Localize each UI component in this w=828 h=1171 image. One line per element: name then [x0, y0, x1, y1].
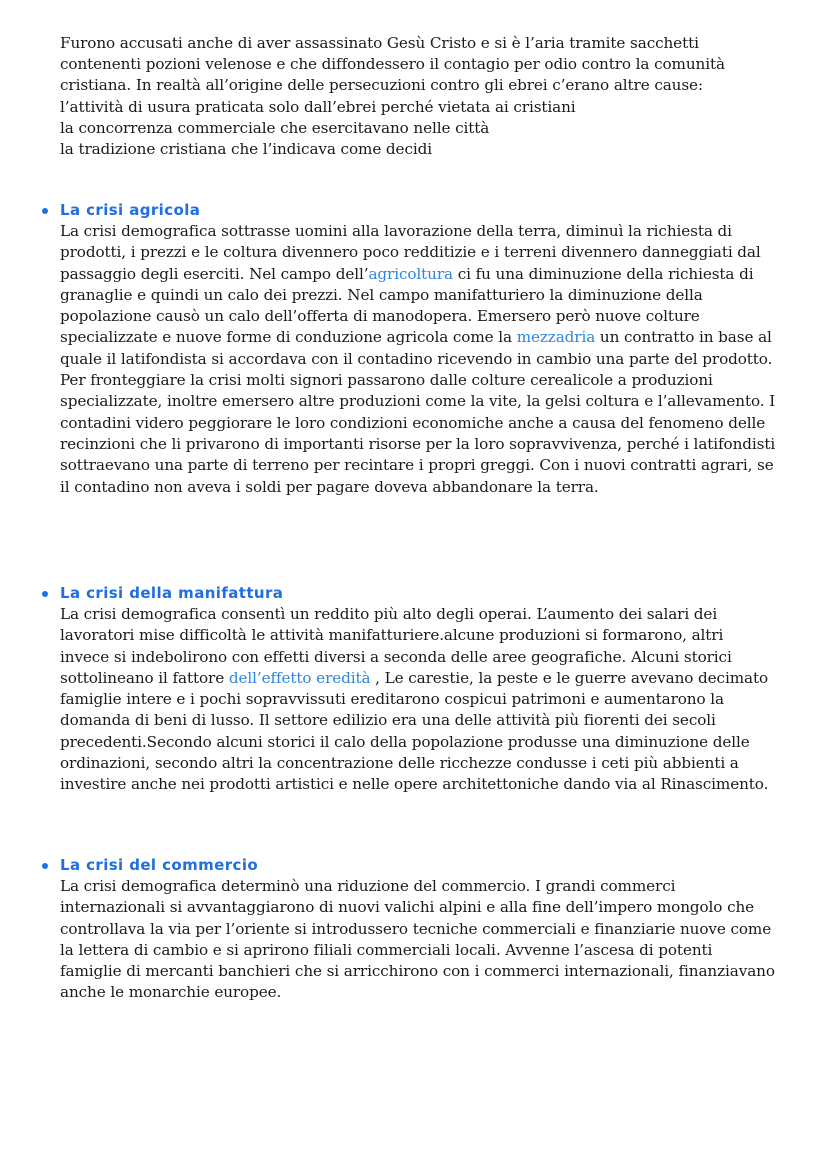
- keyword-link[interactable]: agricoltura: [368, 264, 453, 283]
- keyword-link[interactable]: dell’effetto eredità: [228, 668, 371, 687]
- intro-paragraph: [60, 33, 780, 160]
- section-title: La crisi della manifattura: [60, 584, 284, 602]
- intro-line: la tradizione cristiana che l’indicava come decidi: [60, 140, 432, 159]
- section-body: [60, 221, 776, 498]
- intro-line: la concorrenza commerciale che esercitavano nelle città: [60, 118, 490, 137]
- section-crisi-manifattura: [60, 582, 776, 796]
- section-title: La crisi del commercio: [60, 856, 259, 874]
- section-body: [60, 604, 776, 796]
- section-heading: [60, 854, 776, 876]
- body-text: La crisi demografica sottrasse uomini alla lavorazione della terra, diminuì la richiesta di prodotti, i prezzi e le coltura divennero poco redditizie e i terreni divennero danneggiati dal passaggio degli eserciti. Nel campo dell’: [60, 222, 761, 283]
- body-text: un contratto in base al quale il latifondista si accordava con il contadino ricevendo in cambio una parte del prodotto. Per fronteggiare la crisi molti signori passarono dalle colture cerealicole a produzioni specializzate, inoltre emersero altre produzioni come la vite, la gelsi coltura e l’allevamento. I contadini videro peggiorare le loro condizioni economiche anche a causa del fenomeno delle recinzioni che li privarono di importanti risorse per la loro sopravvivenza, perché i latifondisti sottraevano una parte di terreno per recintare i propri greggi. Con i nuovi contratti agrari, se il contadino non aveva i soldi per pagare doveva abbandonare la terra.: [60, 328, 776, 496]
- body-text: , Le carestie, la peste e le guerre avevano decimato famiglie intere e i pochi sopravvissuti ereditarono cospicui patrimoni e aumentarono la domanda di beni di lusso. Il settore edilizio era una delle attività più fiorenti dei secoli precedenti.Secondo alcuni storici il calo della popolazione produsse una diminuzione delle ordinazioni, secondo altri la concentrazione delle ricchezze condusse i ceti più abbienti a investire anche nei prodotti artistici e nelle opere architettoniche dando via al Rinascimento.: [60, 668, 769, 794]
- bullet-icon: [42, 208, 48, 214]
- intro-line: l’attività di usura praticata solo dall’ebrei perché vietata ai cristiani: [60, 97, 576, 116]
- section-heading: [60, 199, 776, 221]
- bullet-icon: [42, 591, 48, 597]
- section-title: La crisi agricola: [60, 201, 201, 219]
- section-body: [60, 876, 776, 1004]
- section-heading: [60, 582, 776, 604]
- bullet-icon: [42, 863, 48, 869]
- body-text: La crisi demografica determinò una riduzione del commercio. I grandi commerci internazionali si avvantaggiarono di nuovi valichi alpini e alla fine dell’impero mongolo che controllava la via per l’oriente si introdussero tecniche commerciali e finanziarie nuove come la lettera di cambio e si aprirono filiali commerciali locali. Avvenne l’ascesa di potenti famiglie di mercanti banchieri che si arricchirono con i commerci internazionali, finanziavano anche le monarchie europee.: [60, 877, 775, 1002]
- section-crisi-agricola: [60, 199, 776, 498]
- body-text: La crisi demografica consentì un reddito più alto degli operai. L’aumento dei salari dei lavoratori mise difficoltà le attività manifatturiere.alcune produzioni si formarono, altri invece si indebolirono con effetti diversi a seconda delle aree geografiche. Alcuni storici sottolineano il fattore: [60, 605, 732, 687]
- section-crisi-commercio: [60, 854, 776, 1004]
- keyword-link[interactable]: mezzadria: [516, 328, 596, 347]
- intro-line: Furono accusati anche di aver assassinato Gesù Cristo e si è l’aria tramite sacchetti contenenti pozioni velenose e che diffondessero il contagio per odio contro la comunità cristiana. In realtà all’origine delle persecuzioni contro gli ebrei c’erano altre cause:: [60, 34, 725, 95]
- body-text: ci fu una diminuzione della richiesta di granaglie e quindi un calo dei prezzi. Nel campo manifatturiero la diminuzione della popolazione causò un calo dell’offerta di manodopera. Emersero però nuove colture specializzate e nuove forme di conduzione agricola come la: [60, 264, 754, 347]
